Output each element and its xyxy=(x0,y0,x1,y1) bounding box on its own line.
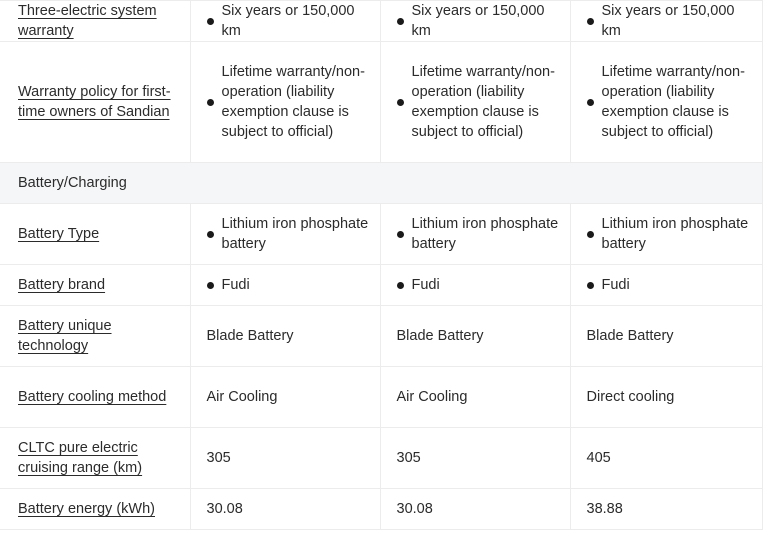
spec-label-link[interactable]: Battery cooling method xyxy=(18,389,167,405)
bullet-dot-icon xyxy=(397,99,404,106)
table-row xyxy=(0,1,762,42)
bullet-dot-icon xyxy=(207,282,214,289)
spec-value: Lifetime warranty/non-operation (liability exemption clause is subject to official) xyxy=(411,64,555,140)
row-label-cell xyxy=(0,367,190,428)
spec-value-cell xyxy=(380,204,570,265)
spec-value-cell xyxy=(190,265,380,306)
spec-value: Blade Battery xyxy=(570,306,762,367)
spec-value-cell xyxy=(570,204,762,265)
row-label-cell xyxy=(0,489,190,530)
spec-value: 38.88 xyxy=(570,489,762,530)
bullet-dot-icon xyxy=(207,18,214,25)
spec-value: Lifetime warranty/non-operation (liability exemption clause is subject to official) xyxy=(601,64,745,140)
table-row xyxy=(0,428,762,489)
spec-value: Six years or 150,000 km xyxy=(221,3,355,39)
table-row xyxy=(0,265,762,306)
spec-value: 305 xyxy=(380,428,570,489)
spec-value: Lithium iron phosphate battery xyxy=(221,216,369,252)
table-row xyxy=(0,306,762,367)
row-label-cell xyxy=(0,42,190,163)
spec-value: 405 xyxy=(570,428,762,489)
spec-value: Air Cooling xyxy=(190,367,380,428)
spec-label-link[interactable]: Three-electric system warranty xyxy=(18,3,157,39)
bullet-dot-icon xyxy=(207,231,214,238)
spec-value: Lithium iron phosphate battery xyxy=(601,216,749,252)
spec-value: Six years or 150,000 km xyxy=(411,3,545,39)
bullet-dot-icon xyxy=(207,99,214,106)
row-label-cell xyxy=(0,204,190,265)
spec-value: Blade Battery xyxy=(190,306,380,367)
bullet-dot-icon xyxy=(397,18,404,25)
table-row xyxy=(0,489,762,530)
bullet-dot-icon xyxy=(397,231,404,238)
bullet-dot-icon xyxy=(587,282,594,289)
spec-value-cell xyxy=(190,204,380,265)
bullet-dot-icon xyxy=(587,99,594,106)
spec-value: Direct cooling xyxy=(570,367,762,428)
spec-value: 30.08 xyxy=(190,489,380,530)
section-title: Battery/Charging xyxy=(0,163,762,204)
section-header-row xyxy=(0,163,762,204)
row-label-cell xyxy=(0,265,190,306)
row-label-cell xyxy=(0,428,190,489)
spec-label-link[interactable]: Battery brand xyxy=(18,277,106,293)
spec-value: Six years or 150,000 km xyxy=(601,3,735,39)
spec-value: Lithium iron phosphate battery xyxy=(411,216,559,252)
bullet-dot-icon xyxy=(587,18,594,25)
row-label-cell xyxy=(0,306,190,367)
spec-value: Lifetime warranty/non-operation (liability exemption clause is subject to official) xyxy=(221,64,365,140)
spec-value-cell xyxy=(570,1,762,42)
spec-label-link[interactable]: Battery Type xyxy=(18,226,100,242)
spec-label-link[interactable]: Warranty policy for first-time owners of Sandian xyxy=(18,84,171,120)
spec-value: Fudi xyxy=(601,277,630,293)
spec-value: 30.08 xyxy=(380,489,570,530)
spec-value: 305 xyxy=(190,428,380,489)
spec-value: Air Cooling xyxy=(380,367,570,428)
spec-label-link[interactable]: Battery unique technology xyxy=(18,318,112,354)
spec-value: Fudi xyxy=(411,277,440,293)
spec-value-cell xyxy=(570,265,762,306)
spec-value-cell xyxy=(380,1,570,42)
spec-value-cell xyxy=(570,42,762,163)
spec-label-link[interactable]: CLTC pure electric cruising range (km) xyxy=(18,440,143,476)
spec-value-cell xyxy=(190,42,380,163)
bullet-dot-icon xyxy=(587,231,594,238)
row-label-cell xyxy=(0,1,190,42)
spec-value-cell xyxy=(190,1,380,42)
spec-value-cell xyxy=(380,265,570,306)
table-row xyxy=(0,367,762,428)
spec-value: Blade Battery xyxy=(380,306,570,367)
spec-value: Fudi xyxy=(221,277,250,293)
table-row xyxy=(0,204,762,265)
spec-label-link[interactable]: Battery energy (kWh) xyxy=(18,501,155,517)
spec-value-cell xyxy=(380,42,570,163)
bullet-dot-icon xyxy=(397,282,404,289)
table-row xyxy=(0,42,762,163)
